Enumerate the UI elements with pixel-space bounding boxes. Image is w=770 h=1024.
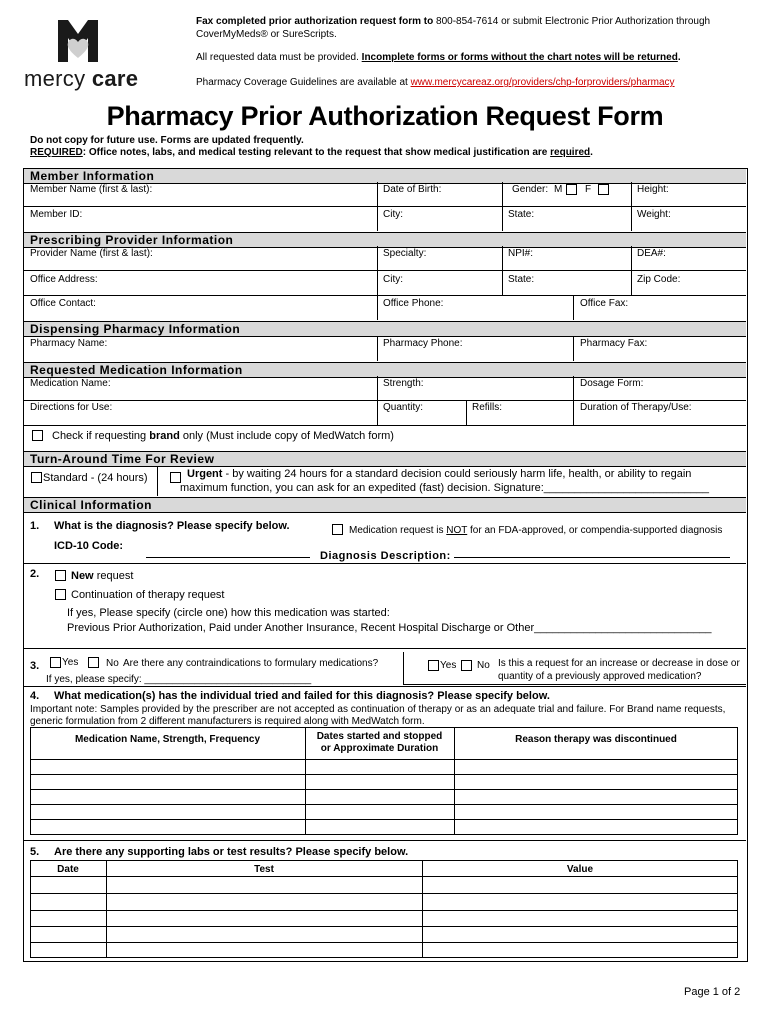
- prescriber-section-title: Prescribing Provider Information: [30, 233, 234, 247]
- fda-label-not: NOT: [446, 525, 468, 536]
- urgent-line2: maximum function, you can ask for an expedited (fast) decision. Signature:___________________________: [180, 482, 709, 494]
- increase-yes-checkbox[interactable]: [428, 660, 439, 671]
- brand-label-post: only (Must include copy of MedWatch form): [182, 430, 394, 442]
- continuation-label: Continuation of therapy request: [71, 589, 225, 601]
- notice-line2: [30, 147, 593, 158]
- icd-label: ICD-10 Code:: [54, 540, 124, 552]
- medication-section-header: [24, 362, 746, 378]
- mercy-care-logo-mark: [56, 18, 100, 64]
- lab-col-date: Date: [57, 864, 79, 875]
- notice-required-word: required: [550, 147, 591, 158]
- form-frame: [23, 168, 748, 962]
- med-col-dates-2: or Approximate Duration: [320, 743, 439, 754]
- office-address-field[interactable]: Office Address:: [30, 274, 98, 285]
- contra-specify[interactable]: If yes, please specify: ______________________________: [46, 674, 312, 685]
- guidelines-pre: Pharmacy Coverage Guidelines are available at: [196, 77, 408, 88]
- notice-required-text: : Office notes, labs, and medical testing relevant to the request that show medical justification are: [82, 147, 548, 158]
- guidelines-line: [196, 77, 675, 88]
- urgent-text: - by waiting 24 hours for a standard decision could seriously harm life, health, or ability to regain: [225, 468, 692, 480]
- standard-label: Standard - (24 hours): [43, 472, 148, 484]
- required-data-pre: All requested data must be provided.: [196, 52, 359, 63]
- office-contact-field[interactable]: Office Contact:: [30, 298, 96, 309]
- clinical-section-title: Clinical Information: [30, 498, 153, 512]
- dob-field[interactable]: Date of Birth:: [383, 184, 442, 195]
- q3-number: 3.: [30, 660, 40, 672]
- npi-field[interactable]: NPI#:: [508, 248, 534, 259]
- notice-required-label: REQUIRED: [30, 147, 83, 158]
- increase-no-label: No: [477, 660, 490, 671]
- dosage-form-field[interactable]: Dosage Form:: [580, 378, 644, 389]
- brand-label: [52, 430, 394, 442]
- lab-col-value: Value: [566, 864, 594, 875]
- refills-field[interactable]: Refills:: [472, 402, 503, 413]
- q1-number: 1.: [30, 520, 40, 532]
- brand-checkbox[interactable]: [32, 430, 43, 441]
- urgent-line1: [187, 468, 691, 480]
- specialty-field[interactable]: Specialty:: [383, 248, 427, 259]
- member-section-header: [24, 168, 746, 184]
- fda-label-post: for an FDA-approved, or compendia-supported diagnosis: [470, 525, 723, 536]
- fax-instructions: [196, 15, 756, 41]
- med-col-name: Medication Name, Strength, Frequency: [74, 734, 261, 745]
- page-title: Pharmacy Prior Authorization Request Form: [106, 101, 664, 131]
- member-section-title: Member Information: [30, 169, 155, 183]
- weight-field[interactable]: Weight:: [637, 209, 671, 220]
- new-request-label: [71, 570, 133, 582]
- strength-field[interactable]: Strength:: [383, 378, 424, 389]
- new-request-checkbox[interactable]: [55, 570, 66, 581]
- important-note-line2: generic formulation from 2 different manufacturers is required along with MedWatch form.: [30, 716, 425, 727]
- med-col-dates-1: Dates started and stopped: [316, 731, 443, 742]
- started-options[interactable]: Previous Prior Authorization, Paid under Another Insurance, Recent Hospital Discharge or Other_____________________________: [67, 622, 712, 634]
- member-name-field[interactable]: Member Name (first & last):: [30, 184, 153, 195]
- pharmacy-section-title: Dispensing Pharmacy Information: [30, 322, 241, 336]
- required-data-notice: [196, 52, 681, 63]
- gender-f-checkbox[interactable]: [598, 184, 609, 195]
- required-data-post: .: [677, 52, 681, 63]
- member-city-field[interactable]: City:: [383, 209, 403, 220]
- fda-label: [349, 525, 722, 536]
- continuation-checkbox[interactable]: [55, 589, 66, 600]
- contra-yes-label: Yes: [62, 657, 79, 668]
- notice-required-end: .: [590, 147, 593, 158]
- pharmacy-phone-field[interactable]: Pharmacy Phone:: [383, 338, 463, 349]
- medication-section-title: Requested Medication Information: [30, 363, 243, 377]
- directions-field[interactable]: Directions for Use:: [30, 402, 113, 413]
- logo-wordmark-care: care: [91, 66, 139, 91]
- gender-f-label: F: [585, 184, 592, 195]
- clinical-section-header: [24, 497, 746, 513]
- contra-question: Are there any contraindications to formulary medications?: [123, 658, 379, 669]
- height-field[interactable]: Height:: [637, 184, 669, 195]
- dea-field[interactable]: DEA#:: [637, 248, 666, 259]
- standard-checkbox[interactable]: [31, 472, 42, 483]
- gender-label: Gender:: [512, 184, 549, 195]
- new-request-bold: New: [71, 570, 94, 582]
- diagnosis-description-label: Diagnosis Description:: [320, 550, 451, 562]
- q5-number: 5.: [30, 846, 40, 858]
- logo-wordmark-mercy: mercy: [24, 66, 86, 91]
- fax-instructions-bold: Fax completed prior authorization request form to: [196, 16, 434, 27]
- new-request-rest: request: [96, 570, 134, 582]
- office-fax-field[interactable]: Office Fax:: [580, 298, 629, 309]
- pharmacy-name-field[interactable]: Pharmacy Name:: [30, 338, 108, 349]
- prescriber-section-header: [24, 232, 746, 248]
- diagnosis-description-line[interactable]: [454, 557, 730, 558]
- fda-checkbox[interactable]: [332, 524, 343, 535]
- pharmacy-fax-field[interactable]: Pharmacy Fax:: [580, 338, 648, 349]
- member-id-field[interactable]: Member ID:: [30, 209, 83, 220]
- med-col-reason: Reason therapy was discontinued: [515, 734, 677, 745]
- q4-number: 4.: [30, 690, 40, 702]
- contra-no-label: No: [106, 658, 119, 669]
- brand-label-bold: brand: [149, 430, 180, 442]
- contra-yes-checkbox[interactable]: [50, 657, 61, 668]
- office-phone-field[interactable]: Office Phone:: [383, 298, 444, 309]
- gender-m-label: M: [554, 184, 563, 195]
- lab-col-test: Test: [254, 864, 274, 875]
- important-note-line1: Important note: Samples provided by the prescriber are not accepted as continuation of therapy or as an adequate trial and failure. For Brand name requests,: [30, 704, 726, 715]
- q4-text: What medication(s) has the individual tried and failed for this diagnosis? Please specify below.: [54, 690, 550, 702]
- started-question: If yes, Please specify (circle one) how this medication was started:: [67, 607, 390, 619]
- turnaround-section-title: Turn-Around Time For Review: [30, 452, 215, 466]
- member-state-field[interactable]: State:: [508, 209, 535, 220]
- fax-instructions-line2: CoverMyMeds® or SureScripts.: [196, 29, 337, 40]
- guidelines-link[interactable]: www.mercycareaz.org/providers/chp-forproviders/pharmacy: [410, 77, 675, 88]
- pharmacy-section-header: [24, 321, 746, 337]
- increase-question-line2: quantity of a previously approved medication?: [498, 671, 702, 682]
- mercy-care-logo: [20, 18, 140, 94]
- notice-line1: Do not copy for future use. Forms are updated frequently.: [30, 135, 304, 146]
- icd-code-line[interactable]: [146, 557, 310, 558]
- q2-number: 2.: [30, 568, 40, 580]
- zip-field[interactable]: Zip Code:: [637, 274, 681, 285]
- provider-name-field[interactable]: Provider Name (first & last):: [30, 248, 153, 259]
- required-data-bold: Incomplete forms or forms without the chart notes will be returned: [361, 52, 678, 63]
- q1-text: What is the diagnosis? Please specify below.: [54, 520, 290, 532]
- brand-label-pre: Check if requesting: [52, 430, 147, 442]
- increase-question-line1: Is this a request for an increase or decrease in dose or: [498, 658, 740, 669]
- quantity-field[interactable]: Quantity:: [383, 402, 424, 413]
- fda-label-pre: Medication request is: [349, 525, 444, 536]
- office-state-field[interactable]: State:: [508, 274, 535, 285]
- gender-m-checkbox[interactable]: [566, 184, 577, 195]
- increase-yes-label: Yes: [440, 660, 457, 671]
- fax-instructions-rest: 800-854-7614 or submit Electronic Prior Authorization through: [436, 16, 711, 27]
- contra-no-checkbox[interactable]: [88, 657, 99, 668]
- increase-no-checkbox[interactable]: [461, 660, 472, 671]
- page-number: Page 1 of 2: [684, 986, 741, 998]
- q5-text: Are there any supporting labs or test results? Please specify below.: [54, 846, 409, 858]
- office-city-field[interactable]: City:: [383, 274, 403, 285]
- turnaround-section-header: [24, 451, 746, 467]
- urgent-label: Urgent: [187, 468, 223, 480]
- duration-field[interactable]: Duration of Therapy/Use:: [580, 402, 692, 413]
- medication-name-field[interactable]: Medication Name:: [30, 378, 111, 389]
